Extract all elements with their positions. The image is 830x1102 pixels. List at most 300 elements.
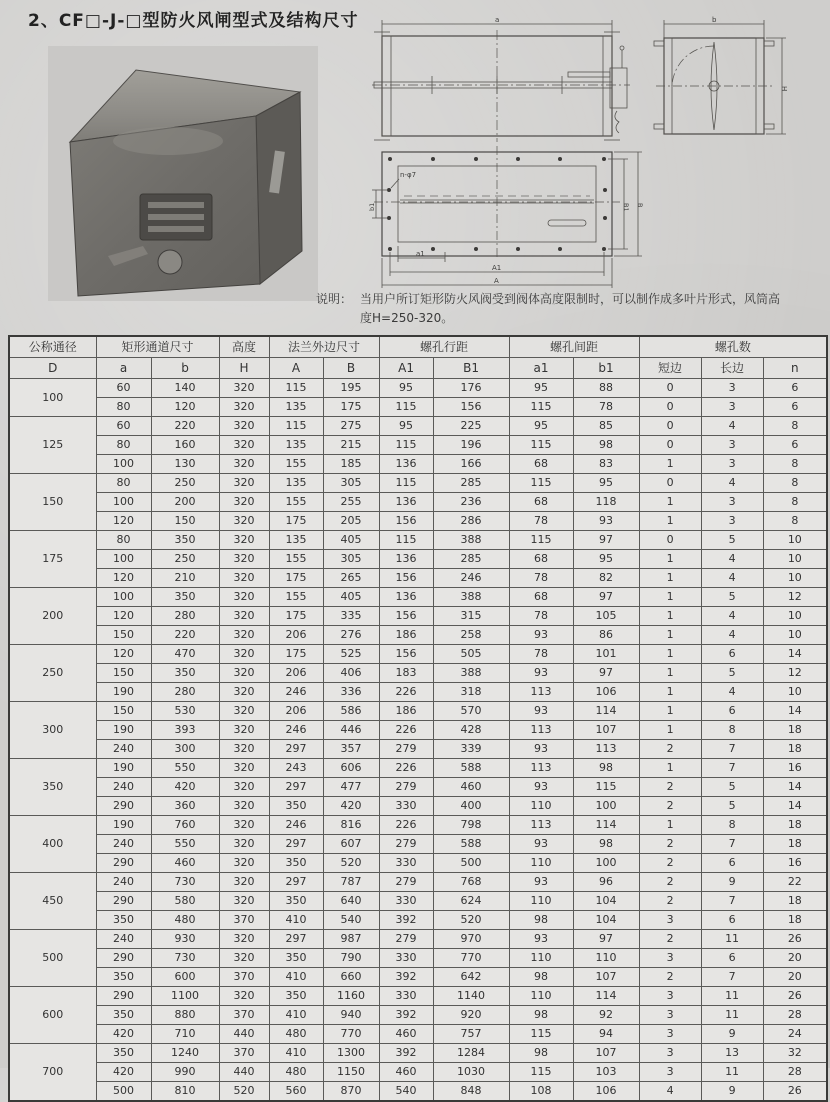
value-cell: 870 bbox=[323, 1082, 379, 1102]
header-group-cell: 高度 bbox=[219, 336, 269, 358]
value-cell: 95 bbox=[509, 417, 573, 436]
value-cell: 480 bbox=[151, 911, 219, 930]
value-cell: 101 bbox=[573, 645, 639, 664]
value-cell: 11 bbox=[701, 987, 763, 1006]
header-group-cell: 螺孔间距 bbox=[509, 336, 639, 358]
value-cell: 1 bbox=[639, 512, 701, 531]
value-cell: 150 bbox=[96, 702, 151, 721]
diameter-cell: 150 bbox=[9, 474, 96, 531]
table-header bbox=[9, 336, 827, 379]
value-cell: 790 bbox=[323, 949, 379, 968]
value-cell: 350 bbox=[96, 968, 151, 987]
value-cell: 120 bbox=[96, 512, 151, 531]
value-cell: 108 bbox=[509, 1082, 573, 1102]
value-cell: 2 bbox=[639, 892, 701, 911]
value-cell: 320 bbox=[219, 949, 269, 968]
value-cell: 920 bbox=[433, 1006, 509, 1025]
value-cell: 7 bbox=[701, 740, 763, 759]
value-cell: 446 bbox=[323, 721, 379, 740]
value-cell: 4 bbox=[701, 550, 763, 569]
value-cell: 150 bbox=[151, 512, 219, 531]
value-cell: 80 bbox=[96, 474, 151, 493]
value-cell: 320 bbox=[219, 474, 269, 493]
value-cell: 240 bbox=[96, 873, 151, 892]
value-cell: 107 bbox=[573, 968, 639, 987]
value-cell: 460 bbox=[151, 854, 219, 873]
value-cell: 336 bbox=[323, 683, 379, 702]
value-cell: 85 bbox=[573, 417, 639, 436]
value-cell: 246 bbox=[269, 816, 323, 835]
value-cell: 156 bbox=[379, 569, 433, 588]
value-cell: 0 bbox=[639, 398, 701, 417]
table-row bbox=[9, 1025, 827, 1044]
value-cell: 98 bbox=[509, 1006, 573, 1025]
value-cell: 350 bbox=[96, 1044, 151, 1063]
value-cell: 642 bbox=[433, 968, 509, 987]
value-cell: 987 bbox=[323, 930, 379, 949]
header-sub-cell: b1 bbox=[573, 358, 639, 379]
value-cell: 135 bbox=[269, 474, 323, 493]
value-cell: 4 bbox=[701, 569, 763, 588]
value-cell: 607 bbox=[323, 835, 379, 854]
value-cell: 318 bbox=[433, 683, 509, 702]
value-cell: 24 bbox=[763, 1025, 827, 1044]
value-cell: 6 bbox=[763, 436, 827, 455]
table-row bbox=[9, 588, 827, 607]
value-cell: 1 bbox=[639, 721, 701, 740]
value-cell: 970 bbox=[433, 930, 509, 949]
value-cell: 730 bbox=[151, 949, 219, 968]
table-row bbox=[9, 740, 827, 759]
value-cell: 279 bbox=[379, 930, 433, 949]
value-cell: 320 bbox=[219, 436, 269, 455]
value-cell: 28 bbox=[763, 1063, 827, 1082]
value-cell: 8 bbox=[763, 493, 827, 512]
value-cell: 110 bbox=[509, 949, 573, 968]
header-sub-cell: H bbox=[219, 358, 269, 379]
diameter-cell: 400 bbox=[9, 816, 96, 873]
value-cell: 240 bbox=[96, 930, 151, 949]
value-cell: 78 bbox=[573, 398, 639, 417]
value-cell: 0 bbox=[639, 531, 701, 550]
table-row bbox=[9, 493, 827, 512]
value-cell: 297 bbox=[269, 930, 323, 949]
value-cell: 175 bbox=[269, 569, 323, 588]
value-cell: 1 bbox=[639, 702, 701, 721]
value-cell: 20 bbox=[763, 949, 827, 968]
value-cell: 320 bbox=[219, 987, 269, 1006]
table-row bbox=[9, 531, 827, 550]
value-cell: 290 bbox=[96, 854, 151, 873]
value-cell: 156 bbox=[379, 512, 433, 531]
value-cell: 757 bbox=[433, 1025, 509, 1044]
value-cell: 107 bbox=[573, 721, 639, 740]
diameter-cell: 250 bbox=[9, 645, 96, 702]
value-cell: 392 bbox=[379, 968, 433, 987]
value-cell: 580 bbox=[151, 892, 219, 911]
value-cell: 100 bbox=[96, 455, 151, 474]
value-cell: 13 bbox=[701, 1044, 763, 1063]
value-cell: 798 bbox=[433, 816, 509, 835]
value-cell: 710 bbox=[151, 1025, 219, 1044]
value-cell: 540 bbox=[379, 1082, 433, 1102]
value-cell: 14 bbox=[763, 778, 827, 797]
value-cell: 7 bbox=[701, 835, 763, 854]
value-cell: 93 bbox=[509, 873, 573, 892]
value-cell: 350 bbox=[269, 854, 323, 873]
value-cell: 120 bbox=[151, 398, 219, 417]
value-cell: 176 bbox=[433, 379, 509, 398]
value-cell: 4 bbox=[701, 683, 763, 702]
value-cell: 115 bbox=[379, 531, 433, 550]
blade-swing-arc bbox=[672, 46, 714, 86]
value-cell: 330 bbox=[379, 892, 433, 911]
value-cell: 113 bbox=[509, 683, 573, 702]
value-cell: 848 bbox=[433, 1082, 509, 1102]
value-cell: 290 bbox=[96, 987, 151, 1006]
value-cell: 2 bbox=[639, 797, 701, 816]
value-cell: 880 bbox=[151, 1006, 219, 1025]
right-flange-hatch bbox=[603, 36, 612, 136]
value-cell: 156 bbox=[379, 607, 433, 626]
front-top-dim-label: a bbox=[495, 16, 500, 24]
value-cell: 9 bbox=[701, 873, 763, 892]
side-view-drawing bbox=[642, 16, 792, 143]
value-cell: 120 bbox=[96, 645, 151, 664]
value-cell: 440 bbox=[219, 1025, 269, 1044]
value-cell: 1 bbox=[639, 759, 701, 778]
value-cell: 136 bbox=[379, 455, 433, 474]
value-cell: 243 bbox=[269, 759, 323, 778]
value-cell: 255 bbox=[323, 493, 379, 512]
value-cell: 350 bbox=[269, 949, 323, 968]
value-cell: 236 bbox=[433, 493, 509, 512]
value-cell: 350 bbox=[269, 987, 323, 1006]
value-cell: 370 bbox=[219, 1006, 269, 1025]
value-cell: 588 bbox=[433, 835, 509, 854]
value-cell: 155 bbox=[269, 455, 323, 474]
value-cell: 3 bbox=[701, 455, 763, 474]
value-cell: 175 bbox=[269, 645, 323, 664]
table-row bbox=[9, 816, 827, 835]
value-cell: 3 bbox=[701, 379, 763, 398]
value-cell: 4 bbox=[701, 607, 763, 626]
value-cell: 2 bbox=[639, 873, 701, 892]
value-cell: 115 bbox=[379, 474, 433, 493]
value-cell: 420 bbox=[96, 1025, 151, 1044]
value-cell: 100 bbox=[573, 797, 639, 816]
table-row bbox=[9, 474, 827, 493]
value-cell: 460 bbox=[379, 1025, 433, 1044]
value-cell: 1 bbox=[639, 683, 701, 702]
value-cell: 8 bbox=[763, 512, 827, 531]
value-cell: 0 bbox=[639, 436, 701, 455]
value-cell: 357 bbox=[323, 740, 379, 759]
value-cell: 770 bbox=[323, 1025, 379, 1044]
value-cell: 320 bbox=[219, 740, 269, 759]
value-cell: 93 bbox=[509, 835, 573, 854]
value-cell: 97 bbox=[573, 930, 639, 949]
value-cell: 330 bbox=[379, 854, 433, 873]
table-row bbox=[9, 512, 827, 531]
value-cell: 530 bbox=[151, 702, 219, 721]
value-cell: 135 bbox=[269, 398, 323, 417]
header-group-cell: 法兰外边尺寸 bbox=[269, 336, 379, 358]
side-height-dim-label: H bbox=[780, 86, 788, 92]
value-cell: 370 bbox=[219, 968, 269, 987]
value-cell: 60 bbox=[96, 417, 151, 436]
value-cell: 3 bbox=[639, 1044, 701, 1063]
value-cell: 190 bbox=[96, 759, 151, 778]
plan-b1-dim-label: b1 bbox=[368, 202, 376, 211]
value-cell: 200 bbox=[151, 493, 219, 512]
value-cell: 115 bbox=[509, 1063, 573, 1082]
value-cell: 115 bbox=[509, 531, 573, 550]
value-cell: 320 bbox=[219, 683, 269, 702]
value-cell: 339 bbox=[433, 740, 509, 759]
value-cell: 7 bbox=[701, 759, 763, 778]
value-cell: 3 bbox=[639, 987, 701, 1006]
dimension-table bbox=[8, 335, 828, 1102]
value-cell: 14 bbox=[763, 797, 827, 816]
value-cell: 4 bbox=[639, 1082, 701, 1102]
value-cell: 2 bbox=[639, 740, 701, 759]
plan-view-drawing bbox=[370, 146, 648, 288]
value-cell: 1 bbox=[639, 816, 701, 835]
value-cell: 2 bbox=[639, 854, 701, 873]
value-cell: 320 bbox=[219, 759, 269, 778]
value-cell: 93 bbox=[509, 664, 573, 683]
value-cell: 420 bbox=[96, 1063, 151, 1082]
value-cell: 350 bbox=[151, 531, 219, 550]
value-cell: 460 bbox=[379, 1063, 433, 1082]
value-cell: 80 bbox=[96, 531, 151, 550]
value-cell: 320 bbox=[219, 607, 269, 626]
value-cell: 9 bbox=[701, 1082, 763, 1102]
value-cell: 205 bbox=[323, 512, 379, 531]
value-cell: 92 bbox=[573, 1006, 639, 1025]
fusible-link-wire bbox=[615, 111, 619, 133]
value-cell: 392 bbox=[379, 1044, 433, 1063]
value-cell: 760 bbox=[151, 816, 219, 835]
value-cell: 18 bbox=[763, 721, 827, 740]
value-cell: 330 bbox=[379, 987, 433, 1006]
value-cell: 520 bbox=[323, 854, 379, 873]
table-row bbox=[9, 436, 827, 455]
note-line-1: 当用户所订矩形防火风阀受到阀体高度限制时，可以制作成多叶片形式，风筒高 bbox=[360, 292, 781, 306]
value-cell: 115 bbox=[269, 417, 323, 436]
value-cell: 4 bbox=[701, 474, 763, 493]
value-cell: 185 bbox=[323, 455, 379, 474]
table-row bbox=[9, 417, 827, 436]
value-cell: 94 bbox=[573, 1025, 639, 1044]
value-cell: 1284 bbox=[433, 1044, 509, 1063]
value-cell: 136 bbox=[379, 493, 433, 512]
value-cell: 320 bbox=[219, 455, 269, 474]
value-cell: 420 bbox=[323, 797, 379, 816]
table-row bbox=[9, 550, 827, 569]
value-cell: 83 bbox=[573, 455, 639, 474]
value-cell: 215 bbox=[323, 436, 379, 455]
value-cell: 460 bbox=[433, 778, 509, 797]
product-photo bbox=[48, 46, 318, 301]
value-cell: 1030 bbox=[433, 1063, 509, 1082]
header-sub-cell: a bbox=[96, 358, 151, 379]
value-cell: 410 bbox=[269, 1006, 323, 1025]
value-cell: 2 bbox=[639, 930, 701, 949]
table-row bbox=[9, 645, 827, 664]
value-cell: 95 bbox=[379, 417, 433, 436]
value-cell: 166 bbox=[433, 455, 509, 474]
value-cell: 275 bbox=[323, 417, 379, 436]
value-cell: 93 bbox=[509, 930, 573, 949]
note bbox=[316, 290, 828, 327]
table-row bbox=[9, 398, 827, 417]
value-cell: 3 bbox=[639, 1063, 701, 1082]
value-cell: 32 bbox=[763, 1044, 827, 1063]
header-sub-cell: B bbox=[323, 358, 379, 379]
value-cell: 1 bbox=[639, 493, 701, 512]
value-cell: 156 bbox=[379, 645, 433, 664]
plan-A-dim-label: A bbox=[494, 277, 499, 285]
value-cell: 280 bbox=[151, 607, 219, 626]
table-row bbox=[9, 1063, 827, 1082]
value-cell: 20 bbox=[763, 968, 827, 987]
value-cell: 26 bbox=[763, 1082, 827, 1102]
value-cell: 586 bbox=[323, 702, 379, 721]
value-cell: 350 bbox=[151, 588, 219, 607]
value-cell: 285 bbox=[433, 550, 509, 569]
value-cell: 95 bbox=[573, 474, 639, 493]
value-cell: 505 bbox=[433, 645, 509, 664]
value-cell: 6 bbox=[763, 379, 827, 398]
value-cell: 120 bbox=[96, 569, 151, 588]
value-cell: 175 bbox=[269, 607, 323, 626]
table-row bbox=[9, 892, 827, 911]
value-cell: 98 bbox=[573, 759, 639, 778]
value-cell: 5 bbox=[701, 778, 763, 797]
value-cell: 136 bbox=[379, 550, 433, 569]
value-cell: 135 bbox=[269, 436, 323, 455]
value-cell: 115 bbox=[379, 398, 433, 417]
value-cell: 8 bbox=[763, 417, 827, 436]
value-cell: 3 bbox=[639, 1025, 701, 1044]
value-cell: 104 bbox=[573, 892, 639, 911]
plan-a1-dim-label: a1 bbox=[416, 250, 425, 258]
table-row bbox=[9, 987, 827, 1006]
value-cell: 320 bbox=[219, 797, 269, 816]
value-cell: 520 bbox=[433, 911, 509, 930]
value-cell: 400 bbox=[433, 797, 509, 816]
value-cell: 12 bbox=[763, 588, 827, 607]
value-cell: 195 bbox=[323, 379, 379, 398]
value-cell: 2 bbox=[639, 835, 701, 854]
value-cell: 320 bbox=[219, 493, 269, 512]
value-cell: 130 bbox=[151, 455, 219, 474]
value-cell: 110 bbox=[509, 892, 573, 911]
diameter-cell: 600 bbox=[9, 987, 96, 1044]
value-cell: 246 bbox=[433, 569, 509, 588]
value-cell: 22 bbox=[763, 873, 827, 892]
value-cell: 2 bbox=[639, 968, 701, 987]
value-cell: 388 bbox=[433, 531, 509, 550]
value-cell: 320 bbox=[219, 873, 269, 892]
value-cell: 6 bbox=[701, 702, 763, 721]
value-cell: 115 bbox=[509, 398, 573, 417]
value-cell: 410 bbox=[269, 1044, 323, 1063]
value-cell: 93 bbox=[509, 702, 573, 721]
value-cell: 279 bbox=[379, 835, 433, 854]
value-cell: 320 bbox=[219, 778, 269, 797]
value-cell: 93 bbox=[509, 626, 573, 645]
value-cell: 68 bbox=[509, 455, 573, 474]
value-cell: 175 bbox=[323, 398, 379, 417]
value-cell: 210 bbox=[151, 569, 219, 588]
value-cell: 1 bbox=[639, 645, 701, 664]
value-cell: 477 bbox=[323, 778, 379, 797]
value-cell: 114 bbox=[573, 702, 639, 721]
hole-count-label: n-φ7 bbox=[400, 171, 417, 179]
value-cell: 388 bbox=[433, 588, 509, 607]
value-cell: 113 bbox=[573, 740, 639, 759]
value-cell: 1 bbox=[639, 588, 701, 607]
value-cell: 300 bbox=[151, 740, 219, 759]
value-cell: 440 bbox=[219, 1063, 269, 1082]
table-row bbox=[9, 1006, 827, 1025]
value-cell: 6 bbox=[763, 398, 827, 417]
value-cell: 5 bbox=[701, 797, 763, 816]
value-cell: 115 bbox=[269, 379, 323, 398]
value-cell: 10 bbox=[763, 626, 827, 645]
table-row bbox=[9, 930, 827, 949]
value-cell: 392 bbox=[379, 1006, 433, 1025]
value-cell: 320 bbox=[219, 816, 269, 835]
value-cell: 6 bbox=[701, 949, 763, 968]
value-cell: 588 bbox=[433, 759, 509, 778]
value-cell: 320 bbox=[219, 835, 269, 854]
value-cell: 500 bbox=[96, 1082, 151, 1102]
value-cell: 107 bbox=[573, 1044, 639, 1063]
value-cell: 18 bbox=[763, 892, 827, 911]
value-cell: 6 bbox=[701, 854, 763, 873]
value-cell: 1 bbox=[639, 455, 701, 474]
value-cell: 136 bbox=[379, 588, 433, 607]
value-cell: 480 bbox=[269, 1063, 323, 1082]
plan-A1-dim-label: A1 bbox=[492, 264, 502, 272]
value-cell: 410 bbox=[269, 911, 323, 930]
value-cell: 206 bbox=[269, 664, 323, 683]
value-cell: 4 bbox=[701, 626, 763, 645]
value-cell: 120 bbox=[96, 607, 151, 626]
value-cell: 305 bbox=[323, 550, 379, 569]
table-row bbox=[9, 911, 827, 930]
value-cell: 190 bbox=[96, 683, 151, 702]
value-cell: 11 bbox=[701, 930, 763, 949]
value-cell: 150 bbox=[96, 664, 151, 683]
value-cell: 115 bbox=[379, 436, 433, 455]
value-cell: 155 bbox=[269, 588, 323, 607]
value-cell: 246 bbox=[269, 721, 323, 740]
value-cell: 410 bbox=[269, 968, 323, 987]
value-cell: 93 bbox=[509, 740, 573, 759]
value-cell: 106 bbox=[573, 683, 639, 702]
table-row bbox=[9, 854, 827, 873]
header-sub-cell: D bbox=[9, 358, 96, 379]
value-cell: 285 bbox=[433, 474, 509, 493]
value-cell: 110 bbox=[573, 949, 639, 968]
value-cell: 525 bbox=[323, 645, 379, 664]
value-cell: 26 bbox=[763, 987, 827, 1006]
